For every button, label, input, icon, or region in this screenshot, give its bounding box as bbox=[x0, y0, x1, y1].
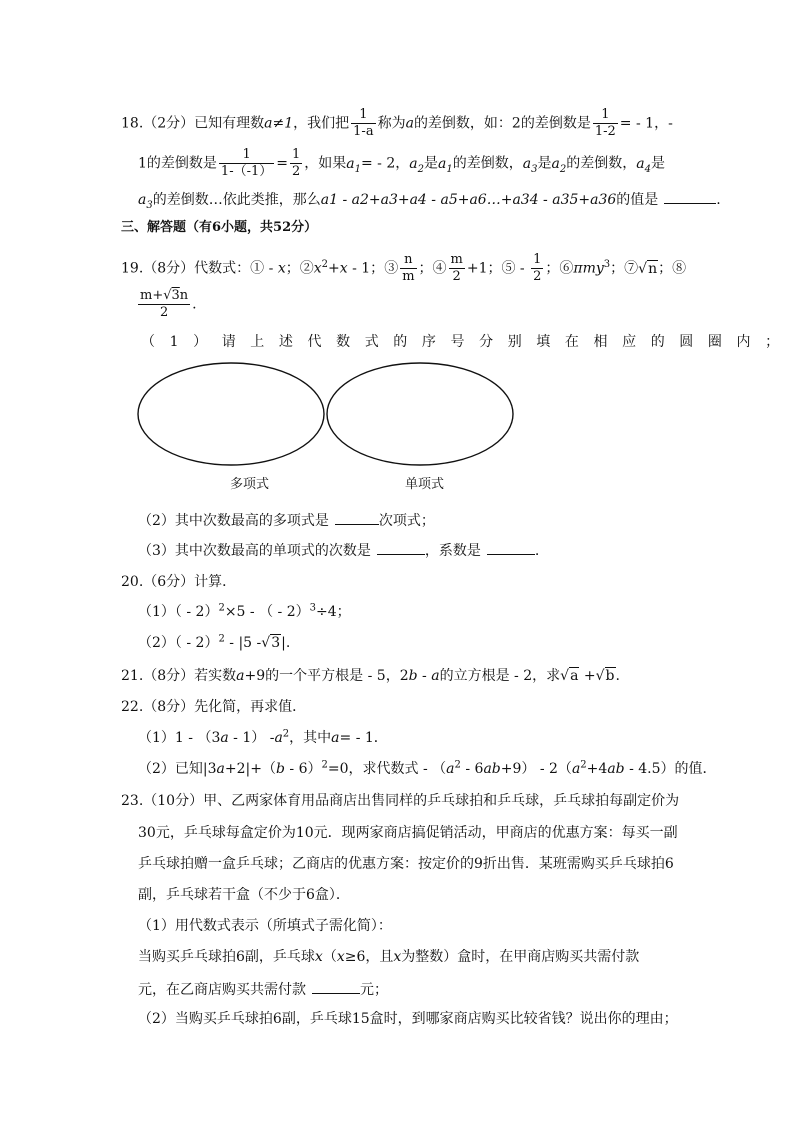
q18-cond: a≠1 bbox=[264, 115, 294, 132]
q18-text: 的差倒数， bbox=[452, 155, 523, 172]
q23-line-2: 30元，乒乓球每盒定价为10元．现两家商店搞促销活动，甲商店的优惠方案：每买一副 bbox=[138, 825, 678, 841]
item-marker: ⑥ bbox=[559, 260, 574, 277]
frac-den: 1-a bbox=[353, 124, 374, 139]
q19-text: （3）其中次数最高的单项式的次数是 bbox=[138, 543, 371, 559]
q18-text: 称为 bbox=[377, 115, 406, 132]
equals: = bbox=[276, 155, 288, 172]
q20-text: ×5 - （ - 2） bbox=[224, 604, 310, 620]
q23-text: 为整数）盒时，在甲商店购买共需付款 bbox=[401, 949, 640, 965]
q18-text: ，我们把 bbox=[293, 115, 350, 132]
q19-part-1: （1）请上述代数式的序号分别填在相应的圆圈内； bbox=[141, 334, 794, 350]
q23-text: 元； bbox=[360, 982, 388, 998]
monomial-circle[interactable] bbox=[327, 363, 513, 465]
q19-part-3 bbox=[138, 540, 539, 560]
q21-text: 的一个平方根是 - 5，2 bbox=[265, 668, 409, 684]
q21: 21.（8分）若实数a+9的一个平方根是 - 5，2b - a的立方根是 - 2，求√a +√b. bbox=[121, 668, 620, 684]
q18-head: 18.（2分）已知有理数 bbox=[121, 115, 265, 132]
label-monomial: 单项式 bbox=[405, 477, 445, 492]
q19-text: . bbox=[534, 543, 540, 559]
q19-line-2: $\frac{m+√3n}{2}$ . bbox=[140, 288, 197, 320]
q22-text: +4 bbox=[586, 761, 608, 777]
item-marker: ③ bbox=[384, 260, 399, 277]
var-a2: $a_2$ bbox=[409, 155, 425, 175]
q23-text: 当购买乒乓球拍6副，乒乓球 bbox=[138, 949, 315, 965]
q22-text: +9） - 2（ bbox=[500, 761, 572, 777]
section-title: 三、解答题（有6小题，共52分） bbox=[121, 220, 318, 235]
var-a3: $a_3$ bbox=[138, 192, 153, 211]
q18-text: 的差倒数， bbox=[566, 155, 637, 172]
var-a2: $a_2$ bbox=[551, 155, 567, 175]
var-a4: $a_4$ bbox=[636, 155, 651, 175]
q23-line-7 bbox=[138, 979, 388, 999]
q22-text: +2|+（ bbox=[224, 761, 276, 777]
q21-text: . bbox=[615, 668, 620, 684]
item-marker: ⑦ bbox=[624, 260, 639, 277]
polynomial-circle[interactable] bbox=[138, 363, 324, 465]
q19-text: 次项式； bbox=[378, 513, 435, 529]
q22-part-1: （1）1 - （3a - 1） $-a^2$，其中a= - 1． bbox=[138, 728, 388, 746]
q18-text: ，如果 bbox=[304, 155, 347, 172]
q19-line-1: 19.（8分）代数式：① - x；$②x^2+x - 1$；③ $\frac{n}{m}$ ；④ $\frac{m}{2}$ +1；⑤ - $\frac{1}{2}$ ；⑥πmy$^3$；⑦√n；⑧ bbox=[121, 252, 687, 284]
q20-text: |. bbox=[281, 635, 291, 651]
q19-text: （2）其中次数最高的多项式是 bbox=[138, 513, 329, 529]
q22-text: =0，求代数式 - （ bbox=[327, 761, 447, 777]
item-marker: ① bbox=[250, 260, 265, 277]
q18-text: = - 2， bbox=[361, 155, 410, 172]
q20-part-2: （2）（ - 2）$^2$ - |5 -√3|. bbox=[138, 633, 291, 651]
q23-line-4: 副，乒乓球若干盒（不少于6盒）． bbox=[138, 887, 350, 903]
item-marker: ⑧ bbox=[672, 260, 687, 277]
var-a3: $a_3$ bbox=[522, 155, 538, 175]
q20-head: 20.（6分）计算． bbox=[121, 574, 237, 590]
q22-text: - 1） - bbox=[228, 730, 275, 746]
q22-text: - 4.5）的值． bbox=[624, 761, 717, 777]
q23-line-1: 23.（10分）甲、乙两家体育用品商店出售同样的乒乓球拍和乒乓球，乒乓球拍每副定价为 bbox=[121, 793, 680, 809]
q21-text: 的立方根是 - 2，求 bbox=[439, 668, 561, 684]
frac-den: 2 bbox=[291, 164, 301, 179]
q18-text: 是 bbox=[537, 155, 552, 172]
frac-num: 1 bbox=[219, 147, 274, 164]
q23-part-2: （2）当购买乒乓球拍6副，乒乓球15盒时，到哪家商店购买比较省钱？说出你的理由； bbox=[138, 1011, 678, 1027]
q22-text: （1）1 - （3 bbox=[138, 730, 221, 746]
label-polynomial: 多项式 bbox=[230, 477, 270, 492]
q23-text: ≥6，且 bbox=[344, 949, 394, 965]
item-marker: ② bbox=[299, 260, 314, 277]
q22-text: - 6） bbox=[284, 761, 322, 777]
q18-text: 的值是 bbox=[616, 192, 659, 208]
q18-text: = - 1，- bbox=[619, 115, 673, 132]
answer-blank[interactable] bbox=[487, 540, 535, 555]
q18-text: 的差倒数…依此类推，那么 bbox=[152, 192, 321, 208]
q22-head: 22.（8分）先化简，再求值． bbox=[121, 699, 307, 715]
q19-part-2 bbox=[138, 510, 435, 530]
answer-blank[interactable] bbox=[312, 979, 360, 994]
q23-part-1: （1）用代数式表示（所填式子需化简）： bbox=[138, 918, 392, 934]
var-a1: $a_1$ bbox=[346, 155, 361, 175]
q18-text: 是 bbox=[650, 155, 665, 172]
item-marker: ⑤ bbox=[501, 260, 516, 277]
q22-part-2: （2）已知|3a+2|+（b - 6）$^2$=0，求代数式 - $(a^2 - 6ab+9) - 2(a^2+4ab - 4.5)$的值． bbox=[138, 759, 717, 777]
answer-blank[interactable] bbox=[335, 510, 379, 525]
q18-text: 1的差倒数是 bbox=[138, 155, 217, 172]
q20-text: - |5 - bbox=[224, 635, 262, 651]
q21-text: 21.（8分）若实数 bbox=[121, 668, 237, 684]
frac-num: 1 bbox=[351, 107, 375, 124]
q20-text: ÷4； bbox=[316, 604, 351, 620]
q22-text: ，其中 bbox=[289, 730, 332, 746]
q23-line-3: 乒乓球拍赠一盒乒乓球；乙商店的优惠方案：按定价的9折出售．某班需购买乒乓球拍6 bbox=[138, 856, 674, 872]
q19-text: ，系数是 bbox=[424, 543, 481, 559]
var-a1: $a_1$ bbox=[438, 155, 453, 175]
q23-text: （ bbox=[322, 949, 337, 965]
q22-text: = - 1． bbox=[339, 730, 388, 746]
var-a: a bbox=[405, 115, 414, 132]
frac-num: 1 bbox=[593, 107, 618, 124]
q18-expression: a1 - a2+a3+a4 - a5+a6…+a34 - a35+a36 bbox=[320, 192, 617, 208]
frac-num: 1 bbox=[291, 147, 301, 162]
item-marker: ④ bbox=[432, 260, 447, 277]
q18-text: 是 bbox=[424, 155, 439, 172]
q19-head: 19.（8分）代数式： bbox=[121, 260, 251, 277]
q23-text: 元，在乙商店购买共需付款 bbox=[138, 982, 306, 998]
frac-den: 1-（-1） bbox=[220, 164, 273, 179]
q22-text: - 6 bbox=[460, 761, 484, 777]
q20-text: （1）（ - 2） bbox=[138, 604, 219, 620]
q18-text: 的差倒数，如：2的差倒数是 bbox=[413, 115, 591, 132]
frac-den: 1-2 bbox=[594, 124, 616, 139]
q23-line-6: 当购买乒乓球拍6副，乒乓球x（x≥6，且x为整数）盒时，在甲商店购买共需付款 bbox=[138, 949, 640, 965]
q18-text: . bbox=[716, 192, 721, 208]
q20-text: （2）（ - 2） bbox=[138, 635, 219, 651]
q20-part-1: （1）（ - 2）$^2$×5 - （ - 2）$^3$÷4； bbox=[138, 602, 351, 620]
q22-text: （2）已知|3 bbox=[138, 761, 217, 777]
answer-blank[interactable] bbox=[377, 540, 425, 555]
